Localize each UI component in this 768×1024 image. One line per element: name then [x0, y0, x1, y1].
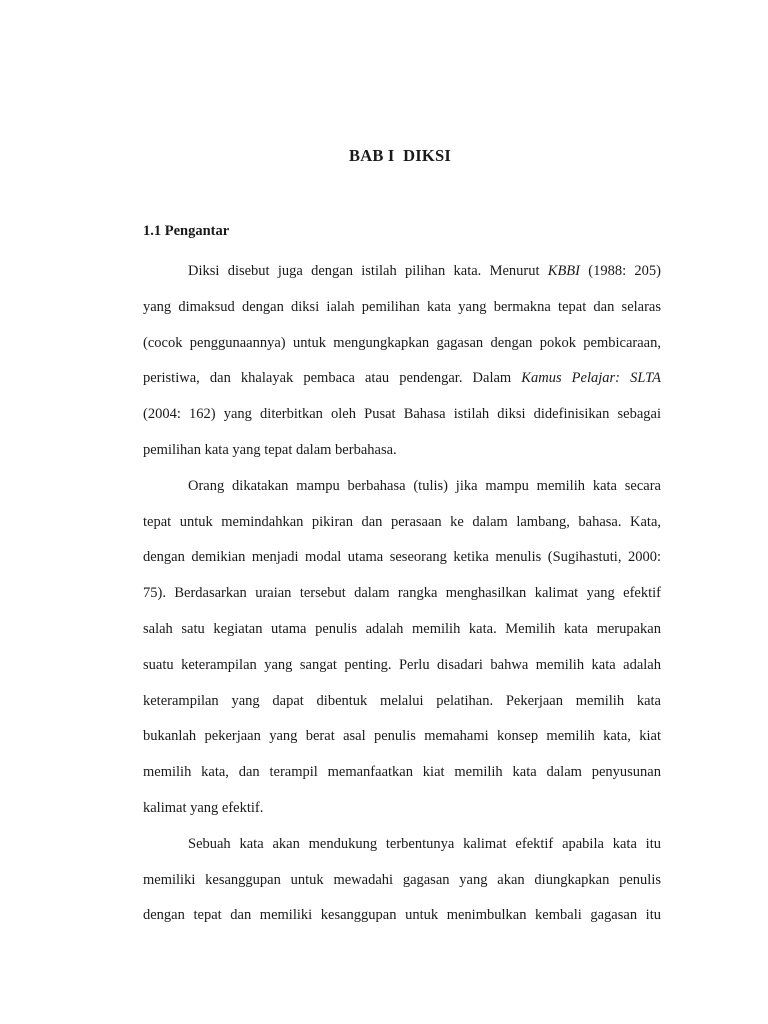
- text-run: (1988: 205): [580, 263, 661, 279]
- chapter-title: BAB I DIKSI: [349, 146, 451, 165]
- text-line: Sebuah kata akan mendukung terbentunya kalimat efektif apabila kata itu: [188, 835, 661, 852]
- paragraph: [143, 469, 661, 827]
- text-line: salah satu kegiatan utama penulis adalah memilih kata. Memilih kata merupakan: [143, 620, 661, 637]
- text-run: peristiwa, dan khalayak pembaca atau pendengar. Dalam: [143, 370, 522, 387]
- text-line: (cocok penggunaannya) untuk mengungkapkan gagasan dengan pokok pembicaraan,: [143, 334, 661, 351]
- text-line: dengan demikian menjadi modal utama seseorang ketika menulis (Sugihastuti, 2000:: [143, 549, 661, 566]
- text-line: memilih kata, dan terampil memanfaatkan kiat memilih kata dalam penyusunan: [143, 764, 661, 781]
- body-text: [143, 254, 661, 934]
- text-line: tepat untuk memindahkan pikiran dan perasaan ke dalam lambang, bahasa. Kata,: [143, 513, 661, 530]
- text-line: dengan tepat dan memiliki kesanggupan untuk menimbulkan kembali gagasan itu: [143, 907, 661, 924]
- text-line: [143, 254, 661, 290]
- text-line: pemilihan kata yang tepat dalam berbahasa.: [143, 441, 397, 458]
- text-line: [143, 361, 661, 397]
- text-line: Orang dikatakan mampu berbahasa (tulis) jika mampu memilih kata secara: [188, 477, 661, 494]
- italic-title: KBBI: [547, 263, 580, 279]
- italic-title: Kamus Pelajar: SLTA: [521, 370, 661, 387]
- text-line: (2004: 162) yang diterbitkan oleh Pusat Bahasa istilah diksi didefinisikan sebagai: [143, 406, 661, 423]
- text-line: bukanlah pekerjaan yang berat asal penulis memahami konsep memilih kata, kiat: [143, 728, 661, 745]
- text-line: suatu keterampilan yang sangat penting. Perlu disadari bahwa memilih kata adalah: [143, 656, 661, 673]
- section-heading: 1.1 Pengantar: [143, 223, 230, 239]
- paragraph: [143, 827, 661, 934]
- text-line: keterampilan yang dapat dibentuk melalui pelatihan. Pekerjaan memilih kata: [143, 692, 661, 709]
- text-run: Diksi disebut juga dengan istilah pilihan kata. Menurut: [188, 263, 548, 279]
- text-line: 75). Berdasarkan uraian tersebut dalam rangka menghasilkan kalimat yang efektif: [143, 585, 661, 602]
- text-line: memiliki kesanggupan untuk mewadahi gagasan yang akan diungkapkan penulis: [143, 871, 661, 888]
- text-line: yang dimaksud dengan diksi ialah pemilihan kata yang bermakna tepat dan selaras: [143, 298, 661, 315]
- text-line: kalimat yang efektif.: [143, 799, 264, 816]
- paragraph: [143, 254, 661, 469]
